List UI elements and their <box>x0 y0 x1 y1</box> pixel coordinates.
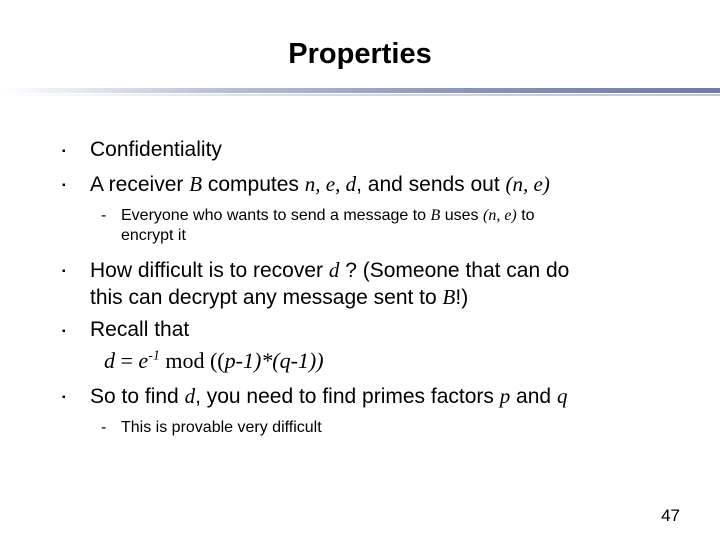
text-segment: , and sends out <box>356 173 506 196</box>
sub-bullet-everyone-line2: encrypt it <box>121 227 186 244</box>
text-segment: How difficult is to recover <box>90 259 329 282</box>
page-number: 47 <box>661 506 680 525</box>
bullet-marker: ▪ <box>62 180 66 191</box>
text-segment: Everyone who wants to send a message to <box>121 207 431 224</box>
text-segment: , you need to find primes factors <box>195 385 500 408</box>
math-exponent: -1 <box>148 348 160 364</box>
title-divider <box>0 88 720 93</box>
text-segment: this can decrypt any message sent to <box>90 286 443 309</box>
bullet-marker: ▪ <box>62 146 66 157</box>
text-segment: ? (Someone that can do <box>339 259 570 282</box>
math-var: B <box>430 207 441 224</box>
bullet-confidentiality: Confidentiality <box>90 138 222 161</box>
math-var: e <box>138 348 149 373</box>
bullet-recover <box>90 258 569 283</box>
math-var: d <box>328 258 340 282</box>
math-var: B <box>442 285 456 309</box>
text-segment: computes <box>202 173 305 196</box>
math-op: -1)) <box>290 348 324 373</box>
math-var: (n, e) <box>505 172 550 196</box>
text-segment: uses <box>440 207 483 224</box>
dash-marker: - <box>101 419 107 436</box>
math-var: B <box>189 172 203 196</box>
bullet-marker: ▪ <box>62 266 66 277</box>
math-op: -1)*( <box>235 348 280 373</box>
text-segment: A receiver <box>90 173 190 196</box>
math-op: = <box>115 348 139 373</box>
formula-d <box>104 348 324 374</box>
bullet-marker: ▪ <box>62 326 66 337</box>
math-var: d <box>104 348 115 373</box>
sub-bullet-provable: This is provable very difficult <box>121 419 322 436</box>
bullet-marker: ▪ <box>62 392 66 403</box>
math-var: n, e, d <box>304 172 357 196</box>
bullet-recall: Recall that <box>90 318 190 341</box>
math-var: (n, e) <box>482 207 517 224</box>
bullet-receiver <box>90 172 550 197</box>
math-var: d <box>184 384 196 408</box>
slide-title: Properties <box>288 38 432 70</box>
math-var: p <box>499 384 511 408</box>
math-var: q <box>279 348 291 373</box>
title-divider-thin <box>0 94 720 96</box>
text-segment: So to find <box>90 385 185 408</box>
sub-bullet-everyone <box>121 207 535 225</box>
math-var: q <box>556 384 568 408</box>
math-var: p <box>224 348 236 373</box>
math-op: mod (( <box>159 348 225 373</box>
bullet-find-primes <box>90 384 567 409</box>
bullet-recover-line2 <box>90 285 468 310</box>
text-segment: !) <box>455 286 469 309</box>
text-segment: and <box>510 385 557 408</box>
text-segment: to <box>516 207 535 224</box>
dash-marker: - <box>101 207 107 224</box>
